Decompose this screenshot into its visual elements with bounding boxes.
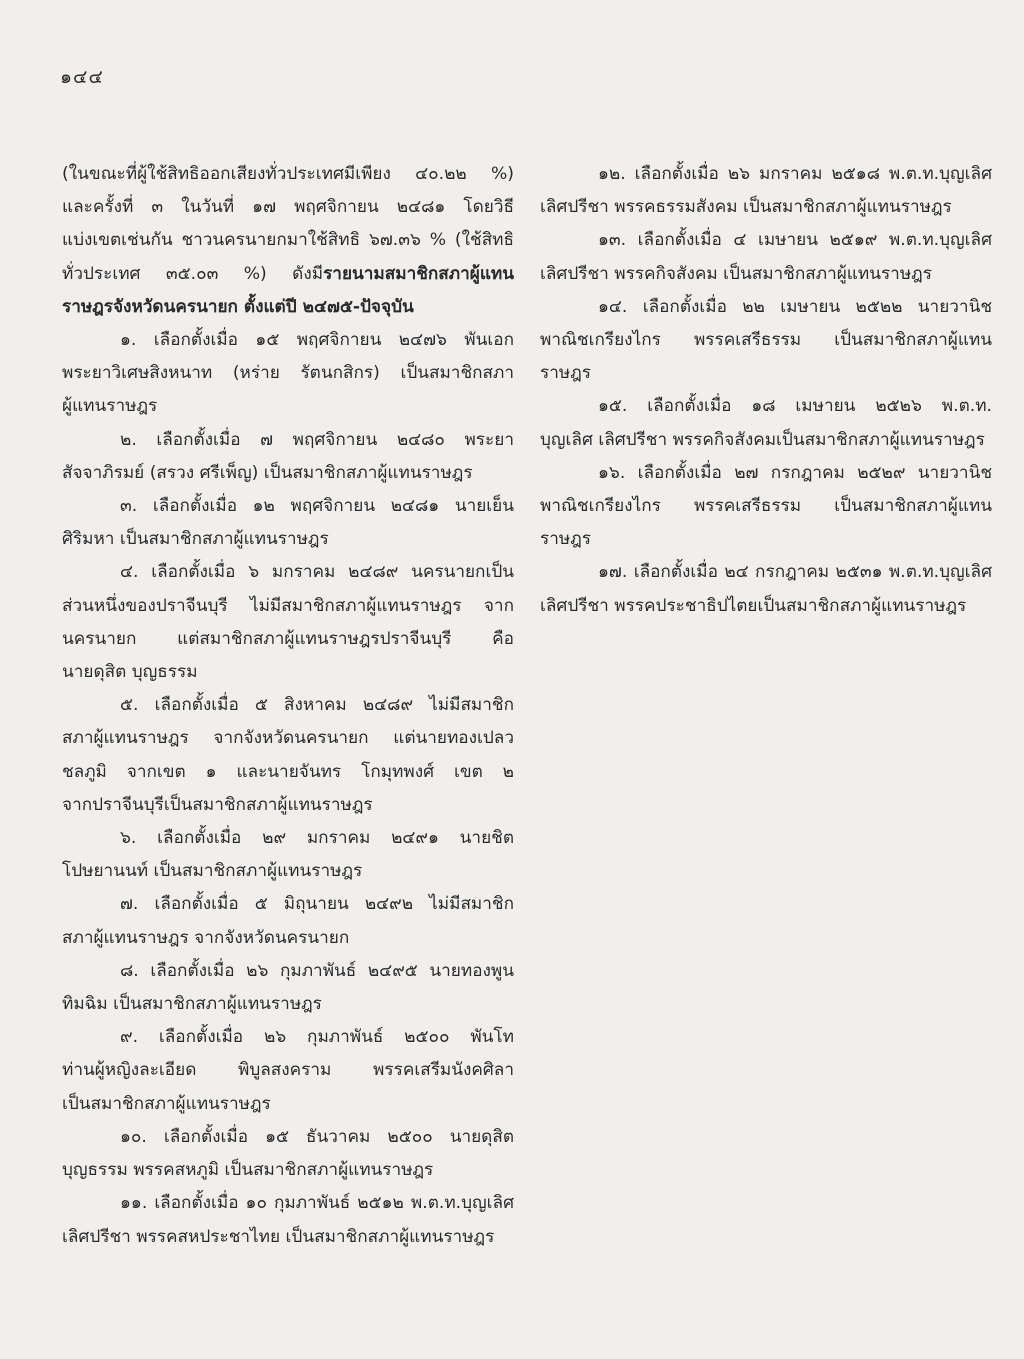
- election-item-12: [540, 158, 992, 224]
- item-line: ๕. เลือกตั้งเมื่อ ๕ สิงหาคม ๒๔๘๙ ไม่มีสมาชิก: [120, 695, 514, 716]
- intro-line: แบ่งเขตเช่นกัน ชาวนครนายกมาใช้สิทธิ ๖๗.๓๖ % (ใช้สิทธิ: [62, 230, 514, 251]
- item-line: นครนายก แต่สมาชิกสภาผู้แทนราษฎรปราจีนบุรี คือ: [62, 628, 514, 649]
- item-line: ชลภูมิ จากเขต ๑ และนายจันทร โกมุทพงศ์ เขต ๒: [62, 761, 514, 782]
- item-line: ๗. เลือกตั้งเมื่อ ๕ มิถุนายน ๒๔๙๒ ไม่มีสมาชิก: [120, 894, 514, 915]
- intro-line: (ในขณะที่ผู้ใช้สิทธิออกเสียงทั่วประเทศมีเพียง ๔๐.๒๒ %): [62, 164, 514, 184]
- item-line: ราษฎร: [540, 529, 591, 550]
- item-line: สภาผู้แทนราษฎร จากจังหวัดนครนายก: [62, 927, 350, 948]
- item-line: จากปราจีนบุรีเป็นสมาชิกสภาผู้แทนราษฎร: [62, 794, 373, 815]
- item-line: ส่วนหนึ่งของปราจีนบุรี ไม่มีสมาชิกสภาผู้แทนราษฎร จาก: [62, 595, 514, 616]
- item-line: พระยาวิเศษสิงหนาท (หร่าย รัตนกสิกร) เป็นสมาชิกสภา: [62, 363, 514, 384]
- election-item-7: [62, 888, 514, 954]
- left-column: [62, 158, 514, 1254]
- election-item-3: [62, 490, 514, 556]
- item-line: ๑๓. เลือกตั้งเมื่อ ๔ เมษายน ๒๕๑๙ พ.ต.ท.บุญเลิศ: [598, 230, 992, 251]
- item-line: ศิริมหา เป็นสมาชิกสภาผู้แทนราษฎร: [62, 529, 329, 550]
- item-line: ๑๒. เลือกตั้งเมื่อ ๒๖ มกราคม ๒๕๑๘ พ.ต.ท.บุญเลิศ: [598, 164, 992, 184]
- election-item-15: [540, 390, 992, 456]
- section-heading-part-b: ราษฎรจังหวัดนครนายก ตั้งแต่ปี ๒๔๗๕-ปัจจุบัน: [62, 296, 414, 317]
- election-item-11: [62, 1187, 514, 1253]
- item-line: ๑. เลือกตั้งเมื่อ ๑๕ พฤศจิกายน ๒๔๗๖ พันเอก: [120, 330, 514, 351]
- election-item-17: [540, 556, 992, 622]
- election-item-2: [62, 424, 514, 490]
- election-item-1: [62, 324, 514, 424]
- page-number: ๑๔๔: [60, 66, 104, 88]
- item-line: เลิศปรีชา พรรคประชาธิปไตยเป็นสมาชิกสภาผู้แทนราษฎร: [540, 595, 967, 616]
- election-item-13: [540, 224, 992, 290]
- item-line: ๙. เลือกตั้งเมื่อ ๒๖ กุมภาพันธ์ ๒๕๐๐ พันโท: [120, 1027, 514, 1048]
- item-line: เป็นสมาชิกสภาผู้แทนราษฎร: [62, 1093, 271, 1114]
- item-line: ๑๕. เลือกตั้งเมื่อ ๑๘ เมษายน ๒๕๒๖ พ.ต.ท.: [598, 396, 992, 417]
- item-line: เลิศปรีชา พรรคธรรมสังคม เป็นสมาชิกสภาผู้แทนราษฎร: [540, 197, 952, 218]
- item-line: ๑๖. เลือกตั้งเมื่อ ๒๗ กรกฎาคม ๒๕๒๙ นายวานิช: [598, 462, 992, 483]
- election-item-10: [62, 1121, 514, 1187]
- intro-line: [62, 258, 514, 291]
- item-line: ผู้แทนราษฎร: [62, 396, 158, 417]
- election-item-4: [62, 556, 514, 689]
- item-line: ๑๑. เลือกตั้งเมื่อ ๑๐ กุมภาพันธ์ ๒๕๑๒ พ.ต.ท.บุญเลิศ: [120, 1193, 514, 1214]
- item-line: สภาผู้แทนราษฎร จากจังหวัดนครนายก แต่นายทองเปลว: [62, 728, 514, 749]
- election-item-16: [540, 457, 992, 557]
- item-line: ๓. เลือกตั้งเมื่อ ๑๒ พฤศจิกายน ๒๔๘๑ นายเย็น: [120, 496, 514, 517]
- item-line: ๑๗. เลือกตั้งเมื่อ ๒๔ กรกฎาคม ๒๕๓๑ พ.ต.ท.บุญเลิศ: [598, 562, 992, 583]
- item-line: ทิมฉิม เป็นสมาชิกสภาผู้แทนราษฎร: [62, 994, 322, 1015]
- item-line: นายดุสิต บุญธรรม: [62, 662, 198, 683]
- item-line: บุญเลิศ เลิศปรีชา พรรคกิจสังคมเป็นสมาชิกสภาผู้แทนราษฎร: [540, 429, 985, 450]
- item-line: ๔. เลือกตั้งเมื่อ ๖ มกราคม ๒๔๘๙ นครนายกเป็น: [120, 562, 514, 583]
- item-line: บุญธรรม พรรคสหภูมิ เป็นสมาชิกสภาผู้แทนราษฎร: [62, 1160, 434, 1181]
- item-line: สัจจาภิรมย์ (สรวง ศรีเพ็ญ) เป็นสมาชิกสภาผู้แทนราษฎร: [62, 462, 473, 483]
- item-line: พาณิชเกรียงไกร พรรคเสรีธรรม เป็นสมาชิกสภาผู้แทน: [540, 330, 992, 351]
- item-line: ท่านผู้หญิงละเอียด พิบูลสงคราม พรรคเสรีมนังคศิลา: [62, 1060, 514, 1081]
- section-heading-part-a: รายนามสมาชิกสภาผู้แทน: [323, 263, 514, 284]
- item-line: ราษฎร: [540, 363, 591, 384]
- right-column: [540, 158, 992, 623]
- intro-line: และครั้งที่ ๓ ในวันที่ ๑๗ พฤศจิกายน ๒๔๘๑ โดยวิธี: [62, 197, 514, 218]
- election-item-8: [62, 955, 514, 1021]
- item-line: พาณิชเกรียงไกร พรรคเสรีธรรม เป็นสมาชิกสภาผู้แทน: [540, 496, 992, 517]
- item-line: เลิศปรีชา พรรคสหประชาไทย เป็นสมาชิกสภาผู้แทนราษฎร: [62, 1226, 495, 1247]
- item-line: โปษยานนท์ เป็นสมาชิกสภาผู้แทนราษฎร: [62, 861, 363, 882]
- item-line: ๑๐. เลือกตั้งเมื่อ ๑๕ ธันวาคม ๒๕๐๐ นายดุสิต: [120, 1126, 514, 1147]
- intro-text: ทั่วประเทศ ๓๕.๐๓ %) ดังมี: [62, 263, 324, 284]
- item-line: ๑๔. เลือกตั้งเมื่อ ๒๒ เมษายน ๒๕๒๒ นายวานิช: [598, 296, 992, 317]
- item-line: เลิศปรีชา พรรคกิจสังคม เป็นสมาชิกสภาผู้แทนราษฎร: [540, 263, 932, 284]
- election-item-9: [62, 1021, 514, 1121]
- election-item-6: [62, 822, 514, 888]
- election-item-14: [540, 291, 992, 391]
- item-line: ๘. เลือกตั้งเมื่อ ๒๖ กุมภาพันธ์ ๒๔๙๕ นายทองพูน: [120, 960, 514, 981]
- election-item-5: [62, 689, 514, 822]
- item-line: ๖. เลือกตั้งเมื่อ ๒๙ มกราคม ๒๔๙๑ นายชิต: [120, 828, 514, 849]
- item-line: ๒. เลือกตั้งเมื่อ ๗ พฤศจิกายน ๒๔๘๐ พระยา: [120, 429, 514, 450]
